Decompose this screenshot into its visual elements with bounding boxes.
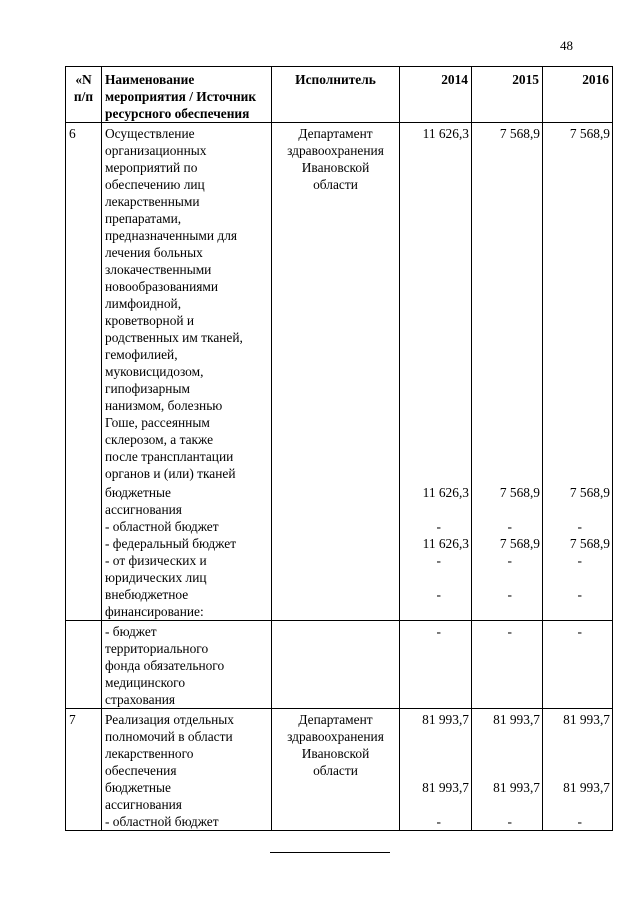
value-2015: 81 993,7 81 993,7 - xyxy=(472,709,543,831)
header-2015: 2015 xyxy=(472,67,543,123)
sources-2014: 11 626,3 - 11 626,3 - - xyxy=(400,482,472,621)
row-num: 6 xyxy=(66,123,102,483)
sources-2015: 7 568,9 - 7 568,9 - - xyxy=(472,482,543,621)
value-2015: 7 568,9 xyxy=(472,123,543,483)
measures-table xyxy=(65,66,613,831)
row-executor: Департамент здравоохранения Ивановской области xyxy=(272,123,400,483)
header-2014: 2014 xyxy=(400,67,472,123)
value-2014: 11 626,3 xyxy=(400,123,472,483)
row-name: Реализация отдельных полномочий в области лекарственного обеспечения бюджетные ассигнования - областной бюджет xyxy=(102,709,272,831)
table-row xyxy=(66,482,613,621)
table-row xyxy=(66,123,613,483)
table-header-row xyxy=(66,67,613,123)
header-num: «N п/п xyxy=(66,67,102,123)
value-2016: 7 568,9 xyxy=(543,123,613,483)
header-2016: 2016 xyxy=(543,67,613,123)
page-number: 48 xyxy=(560,38,573,53)
header-executor: Исполнитель xyxy=(272,67,400,123)
value-2016: 81 993,7 81 993,7 - xyxy=(543,709,613,831)
divider xyxy=(270,852,390,853)
value-2014: 81 993,7 81 993,7 - xyxy=(400,709,472,831)
row-num: 7 xyxy=(66,709,102,831)
table-row: - бюджет территориального фонда обязательного медицинского страхования - - - xyxy=(66,621,613,709)
header-name: Наименование мероприятия / Источник ресурсного обеспечения xyxy=(102,67,272,123)
sources-labels: бюджетные ассигнования - областной бюджет - федеральный бюджет - от физических и юридических лиц внебюджетное финансирование: xyxy=(102,482,272,621)
row-executor: Департамент здравоохранения Ивановской области xyxy=(272,709,400,831)
fund-label: - бюджет территориального фонда обязательного медицинского страхования xyxy=(102,621,272,709)
table-row xyxy=(66,709,613,831)
row-name: Осуществление организационных мероприятий по обеспечению лиц лекарственными препаратами, предназначенными для лечения больных злокачественными новообразованиями лимфоидной, кроветворной и родственных им тканей, гемофилией, муковисцидозом, гипофизарным нанизмом, болезнью Гоше, рассеянным склерозом, а также после трансплантации органов и (или) тканей xyxy=(102,123,272,483)
sources-2016: 7 568,9 - 7 568,9 - - xyxy=(543,482,613,621)
